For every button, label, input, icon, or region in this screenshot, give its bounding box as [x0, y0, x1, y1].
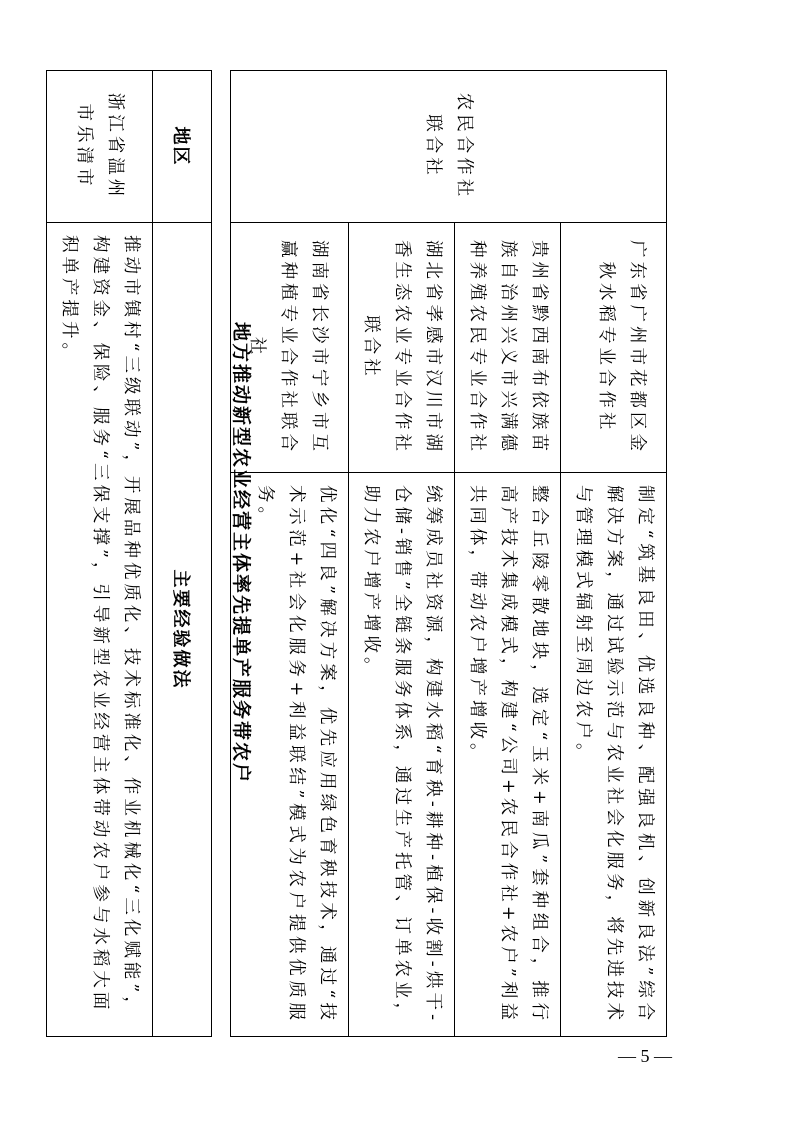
- desc-text: 统筹成员社资源，构建水稻“育秧-耕种-植保-收割-烘干-仓储-销售”全链条服务体系，通过生产托管、订单农业，助力农户增产增收。: [361, 485, 443, 1024]
- section-title: 地方推动新型农业经营主体率先提单产服务带农户: [230, 321, 252, 784]
- table-row: [47, 71, 153, 1037]
- table-row: [561, 71, 667, 1037]
- desc-text: 推动市镇村“三级联动”，开展品种优质化、技术标准化、作业机械化“三化赋能”，构建资金、保险、服务“三保支撑”，引导新型农业经营主体带动农户参与水稻大面积单产提升。: [59, 235, 141, 1018]
- org-cell: [561, 223, 667, 473]
- desc-cell: [349, 473, 455, 1037]
- region-cell: [47, 71, 153, 223]
- table-header-row: [153, 71, 212, 1037]
- org-name: 湖南省长沙市宁乡市互赢种植专业合作社联合社: [247, 240, 329, 455]
- desc-text: 优化“四良”解决方案，优先应用绿色育秧技术，通过“技术示范+社会化服务+利益联结”模式为农户提供优质服务。: [255, 485, 337, 1024]
- region-name: 浙江省温州市乐清市: [74, 92, 126, 201]
- org-name: 广东省广州市花都区金秋水稻专业合作社: [596, 240, 647, 455]
- header-region: 地区: [153, 71, 212, 223]
- region-table: [46, 70, 212, 1037]
- header-practice: 主要经验做法: [153, 223, 212, 1037]
- page-number: — 5 —: [618, 1046, 672, 1066]
- desc-cell: [455, 473, 561, 1037]
- category-label: 农民合作社 联合社: [423, 92, 475, 201]
- org-name: 湖北省孝感市汉川市湖香生态农业专业合作社联合社: [361, 240, 443, 455]
- org-cell: [455, 223, 561, 473]
- rotated-content: [59, 70, 667, 1036]
- desc-text: 制定“筑基良田、优选良种、配强良机、创新良法”综合解决方案，通过试验示范与农业社会化服务，将先进技术与管理模式辐射至周边农户。: [573, 485, 655, 1024]
- desc-cell: [561, 473, 667, 1037]
- org-cell: [349, 223, 455, 473]
- category-cell: [231, 71, 667, 223]
- desc-cell: [47, 223, 153, 1037]
- cooperative-table: [230, 70, 667, 1037]
- desc-text: 整合丘陵零散地块，选定“玉米+南瓜”套种组合，推行高产技术集成模式，构建“公司+农民合作社+农户”利益共同体，带动农户增产增收。: [467, 485, 549, 1024]
- org-name: 贵州省黔西南布依族苗族自治州兴义市兴满德种养殖农民专业合作社: [467, 240, 549, 455]
